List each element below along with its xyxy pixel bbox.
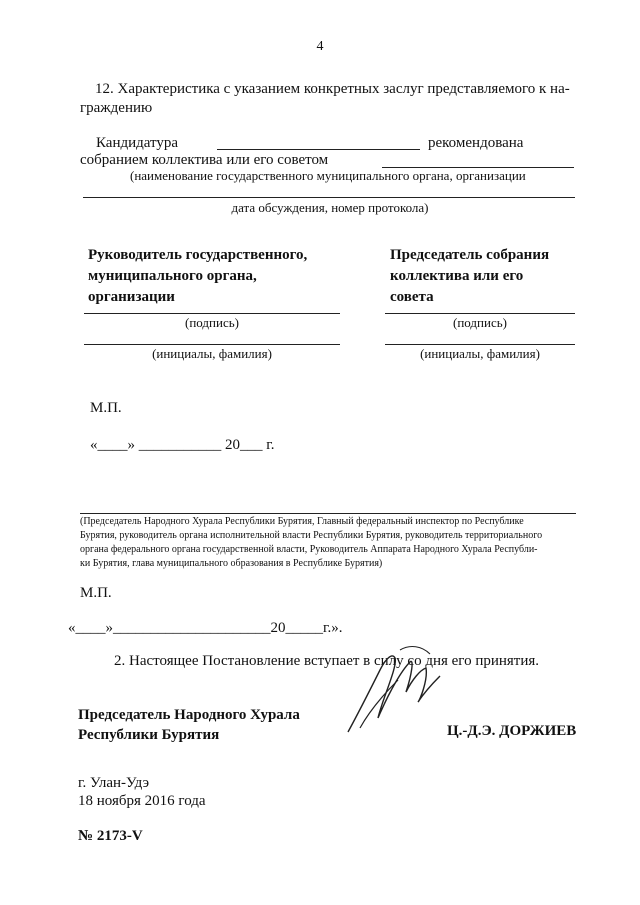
left-signature-line — [84, 313, 340, 314]
chair-title — [78, 705, 300, 745]
stamp-mark-1: М.П. — [90, 400, 122, 416]
candidate-name-line — [217, 149, 420, 150]
right-name-caption: (инициалы, фамилия) — [420, 346, 540, 361]
date-field-1: «____» ___________ 20___ г. — [90, 437, 275, 453]
right-title — [390, 245, 549, 308]
official-line — [80, 513, 576, 514]
clause-2: 2. Настоящее Постановление вступает в силу со дня его принятия. — [114, 653, 540, 669]
date-field-2: «____»_____________________20_____г.». — [68, 620, 343, 636]
right-title-line1: Председатель собрания — [390, 247, 550, 263]
right-name-line — [385, 344, 575, 345]
recommended-label: рекомендована — [428, 135, 524, 151]
date-caption: дата обсуждения, номер протокола) — [231, 200, 429, 215]
right-title-line3: совета — [390, 289, 434, 305]
left-signature-caption: (подпись) — [185, 315, 239, 330]
left-title-line2: муниципального органа, — [88, 268, 257, 284]
official-caption-line1: (Председатель Народного Хурала Республики Бурятия, Главный федеральный инспектор по Республике — [80, 516, 524, 527]
right-signature-caption: (подпись) — [453, 315, 507, 330]
official-caption-line3: органа федерального органа государственной власти, Руководитель Аппарата Народного Хурала Республи- — [80, 544, 538, 555]
stamp-mark-2: М.П. — [80, 585, 112, 601]
left-name-line — [84, 344, 340, 345]
chair-title-line2: Республики Бурятия — [78, 727, 220, 743]
org-caption: (наименование государственного муниципального органа, организации — [130, 168, 526, 183]
document-number: № 2173-V — [78, 828, 143, 844]
signing-date: 18 ноября 2016 года — [78, 793, 206, 809]
city: г. Улан-Удэ — [78, 775, 150, 791]
left-name-caption: (инициалы, фамилия) — [152, 346, 272, 361]
left-title — [88, 245, 307, 308]
right-title-line2: коллектива или его — [390, 268, 524, 284]
section-12-line2: граждению — [80, 100, 153, 116]
section-12-line1: 12. Характеристика с указанием конкретных заслуг представляемого к на- — [95, 81, 570, 97]
candidacy-label: Кандидатура — [96, 135, 179, 151]
left-title-line3: организации — [88, 289, 175, 305]
handwritten-signature — [340, 640, 450, 740]
chair-title-line1: Председатель Народного Хурала — [78, 707, 300, 723]
meeting-label: собранием коллектива или его советом — [80, 152, 329, 168]
official-caption-line4: ки Бурятия, глава муниципального образования в Республике Бурятия) — [80, 558, 383, 569]
left-title-line1: Руководитель государственного, — [88, 247, 308, 263]
official-caption — [80, 515, 578, 571]
chair-name: Ц.-Д.Э. ДОРЖИЕВ — [447, 723, 577, 739]
official-caption-line2: Бурятия, руководитель органа исполнительной власти Республики Бурятия, руководитель территориального — [80, 530, 543, 541]
right-signature-line — [385, 313, 575, 314]
page-number: 4 — [316, 39, 324, 54]
org-line — [83, 197, 575, 198]
